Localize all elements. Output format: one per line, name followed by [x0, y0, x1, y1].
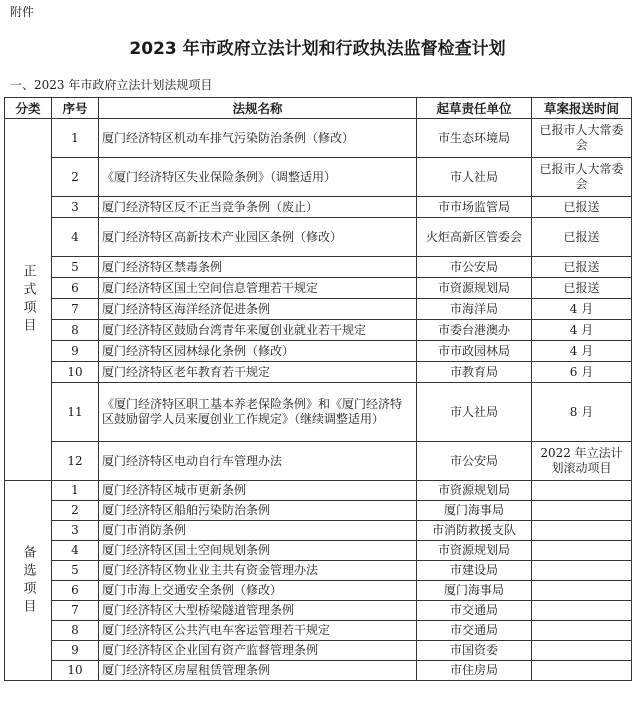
drafting-unit: 市消防救援支队 [417, 521, 532, 541]
header-regulation-name: 法规名称 [99, 98, 417, 119]
row-number: 1 [52, 481, 99, 501]
submission-time: 已报市人大常委会 [532, 119, 632, 158]
submission-time [532, 481, 632, 501]
regulation-name: 厦门经济特区企业国有资产监督管理条例 [99, 641, 417, 661]
category-cell: 正式项目 [5, 119, 52, 481]
table-row [5, 661, 632, 681]
submission-time [532, 561, 632, 581]
table-body [5, 119, 632, 681]
table-row [5, 481, 632, 501]
regulation-name: 厦门经济特区反不正当竞争条例（废止） [99, 197, 417, 218]
drafting-unit: 市公安局 [417, 442, 532, 481]
table-row [5, 541, 632, 561]
table-row [5, 320, 632, 341]
drafting-unit: 厦门海事局 [417, 501, 532, 521]
submission-time: 4 月 [532, 299, 632, 320]
row-number: 2 [52, 158, 99, 197]
regulation-name: 厦门经济特区国土空间规划条例 [99, 541, 417, 561]
table-row [5, 278, 632, 299]
table-row [5, 119, 632, 158]
drafting-unit: 市国资委 [417, 641, 532, 661]
submission-time [532, 621, 632, 641]
submission-time [532, 581, 632, 601]
table-row [5, 197, 632, 218]
table-row [5, 641, 632, 661]
table-row [5, 257, 632, 278]
regulation-name: 厦门市海上交通安全条例（修改） [99, 581, 417, 601]
regulation-name: 厦门经济特区老年教育若干规定 [99, 362, 417, 383]
submission-time: 4 月 [532, 320, 632, 341]
drafting-unit: 市生态环境局 [417, 119, 532, 158]
row-number: 12 [52, 442, 99, 481]
regulation-name: 厦门经济特区国土空间信息管理若干规定 [99, 278, 417, 299]
drafting-unit: 火炬高新区管委会 [417, 218, 532, 257]
row-number: 9 [52, 641, 99, 661]
drafting-unit: 市海洋局 [417, 299, 532, 320]
row-number: 5 [52, 257, 99, 278]
table-row [5, 158, 632, 197]
table-row [5, 561, 632, 581]
legislation-plan-table [4, 97, 632, 681]
drafting-unit: 市资源规划局 [417, 481, 532, 501]
table-row [5, 581, 632, 601]
regulation-name: 《厦门经济特区职工基本养老保险条例》和《厦门经济特区鼓励留学人员来厦创业工作规定》（继续调整适用） [99, 383, 417, 442]
table-row [5, 299, 632, 320]
drafting-unit: 市市场监管局 [417, 197, 532, 218]
row-number: 3 [52, 197, 99, 218]
submission-time: 已报送 [532, 197, 632, 218]
table-row [5, 521, 632, 541]
submission-time: 已报送 [532, 257, 632, 278]
drafting-unit: 厦门海事局 [417, 581, 532, 601]
submission-time [532, 661, 632, 681]
row-number: 5 [52, 561, 99, 581]
row-number: 4 [52, 541, 99, 561]
table-row [5, 383, 632, 442]
header-number: 序号 [52, 98, 99, 119]
regulation-name: 厦门经济特区电动自行车管理办法 [99, 442, 417, 481]
regulation-name: 厦门经济特区禁毒条例 [99, 257, 417, 278]
section-heading: 一、2023 年市政府立法计划法规项目 [10, 78, 213, 92]
row-number: 7 [52, 601, 99, 621]
table-header-row [5, 98, 632, 119]
submission-time: 已报送 [532, 218, 632, 257]
row-number: 2 [52, 501, 99, 521]
submission-time [532, 601, 632, 621]
drafting-unit: 市资源规划局 [417, 278, 532, 299]
submission-time [532, 541, 632, 561]
submission-time [532, 501, 632, 521]
regulation-name: 厦门经济特区鼓励台湾青年来厦创业就业若干规定 [99, 320, 417, 341]
regulation-name: 《厦门经济特区失业保险条例》（调整适用） [99, 158, 417, 197]
regulation-name: 厦门市消防条例 [99, 521, 417, 541]
regulation-name: 厦门经济特区物业业主共有资金管理办法 [99, 561, 417, 581]
drafting-unit: 市人社局 [417, 383, 532, 442]
row-number: 6 [52, 278, 99, 299]
regulation-name: 厦门经济特区高新技术产业园区条例（修改） [99, 218, 417, 257]
drafting-unit: 市委台港澳办 [417, 320, 532, 341]
drafting-unit: 市资源规划局 [417, 541, 532, 561]
submission-time: 6 月 [532, 362, 632, 383]
header-drafting-unit: 起草责任单位 [417, 98, 532, 119]
row-number: 7 [52, 299, 99, 320]
table-row [5, 621, 632, 641]
row-number: 8 [52, 621, 99, 641]
header-category: 分类 [5, 98, 52, 119]
regulation-name: 厦门经济特区公共汽电车客运管理若干规定 [99, 621, 417, 641]
row-number: 3 [52, 521, 99, 541]
regulation-name: 厦门经济特区城市更新条例 [99, 481, 417, 501]
row-number: 4 [52, 218, 99, 257]
table-row [5, 362, 632, 383]
submission-time: 已报送 [532, 278, 632, 299]
table-row [5, 341, 632, 362]
submission-time: 4 月 [532, 341, 632, 362]
row-number: 9 [52, 341, 99, 362]
row-number: 6 [52, 581, 99, 601]
submission-time: 2022 年立法计划滚动项目 [532, 442, 632, 481]
drafting-unit: 市市政园林局 [417, 341, 532, 362]
row-number: 10 [52, 362, 99, 383]
table-row [5, 218, 632, 257]
regulation-name: 厦门经济特区船舶污染防治条例 [99, 501, 417, 521]
regulation-name: 厦门经济特区园林绿化条例（修改） [99, 341, 417, 362]
submission-time [532, 521, 632, 541]
attachment-label: 附件 [10, 5, 35, 19]
table-row [5, 442, 632, 481]
category-cell: 备选项目 [5, 481, 52, 681]
drafting-unit: 市公安局 [417, 257, 532, 278]
regulation-name: 厦门经济特区大型桥梁隧道管理条例 [99, 601, 417, 621]
submission-time: 已报市人大常委会 [532, 158, 632, 197]
header-submission-time: 草案报送时间 [532, 98, 632, 119]
regulation-name: 厦门经济特区海洋经济促进条例 [99, 299, 417, 320]
row-number: 11 [52, 383, 99, 442]
drafting-unit: 市建设局 [417, 561, 532, 581]
drafting-unit: 市住房局 [417, 661, 532, 681]
row-number: 8 [52, 320, 99, 341]
regulation-name: 厦门经济特区机动车排气污染防治条例（修改） [99, 119, 417, 158]
row-number: 1 [52, 119, 99, 158]
submission-time: 8 月 [532, 383, 632, 442]
regulation-name: 厦门经济特区房屋租赁管理条例 [99, 661, 417, 681]
document-title: 2023 年市政府立法计划和行政执法监督检查计划 [129, 39, 506, 59]
drafting-unit: 市交通局 [417, 601, 532, 621]
row-number: 10 [52, 661, 99, 681]
submission-time [532, 641, 632, 661]
drafting-unit: 市交通局 [417, 621, 532, 641]
table-row [5, 601, 632, 621]
drafting-unit: 市人社局 [417, 158, 532, 197]
drafting-unit: 市教育局 [417, 362, 532, 383]
table-row [5, 501, 632, 521]
